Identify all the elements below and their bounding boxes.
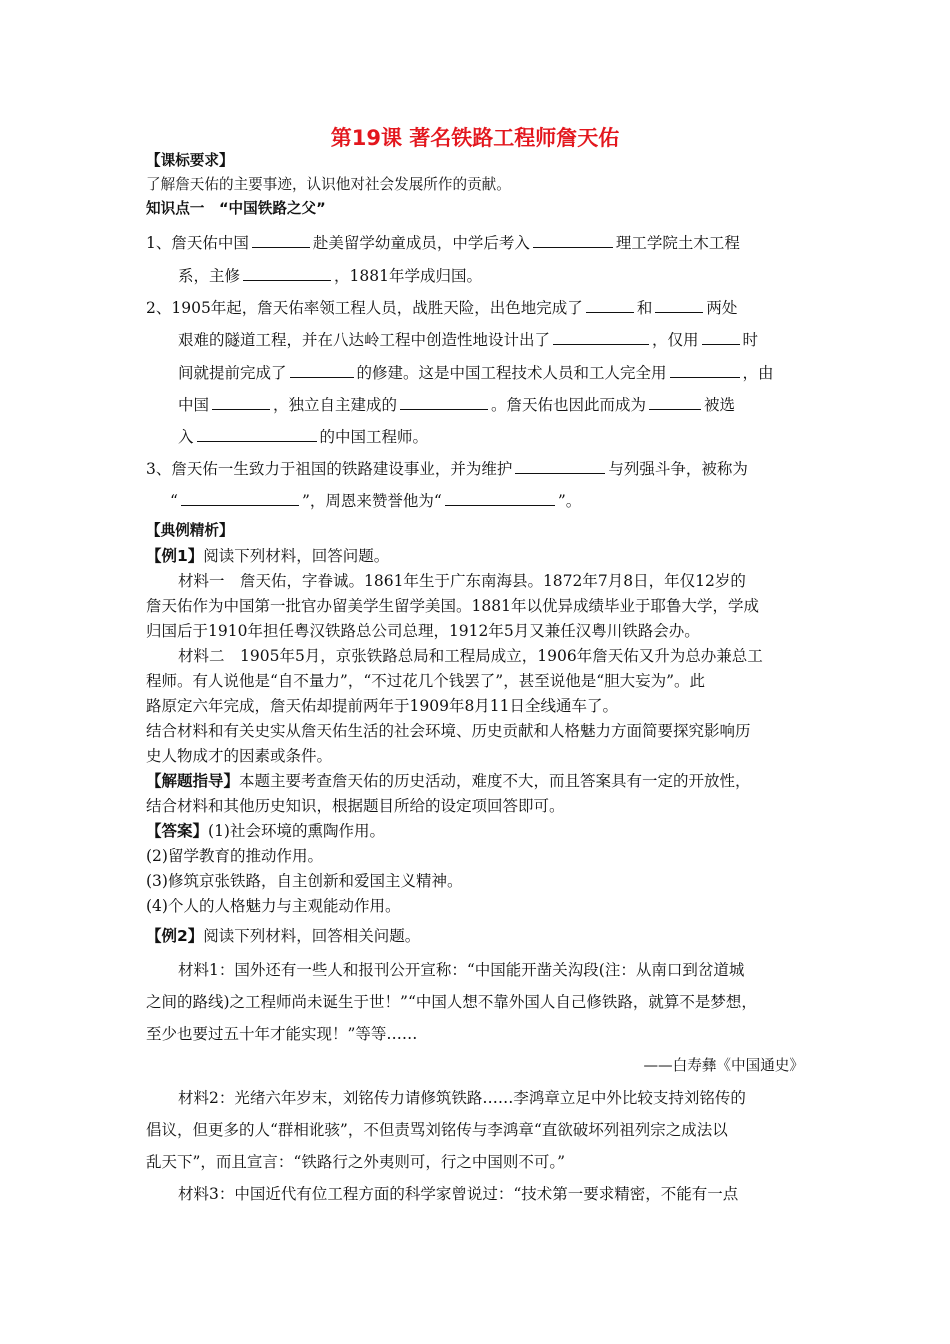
q2-text: 间就提前完成了	[178, 364, 287, 382]
ex1-material-1-line: 归国后于1910年担任粤汉铁路总公司总理，1912年5月又兼任汉粤川铁路会办。	[146, 622, 700, 640]
q3-text: “	[433, 492, 442, 510]
q2-text: ，仅用	[652, 331, 699, 349]
q3-text: 与列强斗争，被称为	[608, 460, 748, 478]
ex2-source-citation: ——白寿彝《中国通史》	[643, 1057, 804, 1074]
fill-blank[interactable]	[181, 490, 299, 506]
ex1-material-2-line: 路原定六年完成，詹天佑却提前两年于1909年8月11日全线通车了。	[146, 697, 619, 715]
ex1-answer-line: (3)修筑京张铁路，自主创新和爱国主义精神。	[146, 872, 463, 890]
fill-blank[interactable]	[197, 426, 317, 442]
fill-blank[interactable]	[445, 490, 555, 506]
q2-text: 时	[742, 331, 759, 349]
requirement-text: 了解詹天佑的主要事迹，认识他对社会发展所作的贡献。	[146, 176, 511, 193]
question-3-line-1	[146, 458, 748, 480]
q3-text: “	[170, 492, 178, 510]
ex2-material-1-line: 之间的路线)之工程师尚未诞生于世！”“中国人想不靠外国人自己修铁路，就算不是梦想，	[146, 993, 757, 1011]
q2-text: 艰难的隧道工程，并在八达岭工程中创造性地设计出了	[178, 331, 551, 349]
q2-text: 两处	[706, 299, 738, 317]
page-title: 第19课 著名铁路工程师詹天佑	[330, 126, 620, 150]
answer-label: 【答案】	[146, 822, 209, 840]
ex2-material-1-line: 至少也要过五十年才能实现！”等等……	[146, 1025, 418, 1043]
ex1-material-1-line: 材料一 詹天佑，字眷诚。1861年生于广东南海县。1872年7月8日，年仅12岁的	[178, 572, 746, 590]
q3-text: 3、詹天佑一生致力于祖国的铁路建设事业，并为维护	[146, 460, 513, 478]
fill-blank[interactable]	[655, 297, 703, 313]
fill-blank[interactable]	[586, 297, 634, 313]
question-2-line-2	[178, 329, 758, 351]
q3-text: ”，周恩来赞誉他为	[301, 492, 434, 510]
ex1-material-2-line: 材料二 1905年5月，京张铁路总局和工程局成立，1906年詹天佑又升为总办兼总工	[178, 647, 763, 665]
q2-text: 。詹天佑也因此而成为	[491, 396, 647, 414]
ex2-material-1-line: 材料1：国外还有一些人和报刊公开宣称：“中国能开凿关沟段(注：从南口到岔道城	[178, 961, 745, 979]
question-2-line-5	[178, 426, 428, 448]
ex1-guide-line: 结合材料和其他历史知识，根据题目所给的设定项回答即可。	[146, 797, 565, 815]
q2-text: 中国	[178, 396, 210, 414]
example-1-heading	[146, 545, 389, 567]
example-label: 【例1】	[146, 547, 204, 565]
q1-text: 理工学院土木工程	[615, 234, 740, 252]
guide-text: 本题主要考查詹天佑的历史活动，难度不大，而且答案具有一定的开放性，	[239, 772, 751, 790]
q2-text: 被选	[704, 396, 736, 414]
example-2-heading	[146, 925, 420, 947]
ex1-material-2-line: 程师。有人说他是“自不量力”，“不过花几个钱罢了”，甚至说他是“胆大妄为”。此	[146, 672, 706, 690]
section-heading-requirements: 【课标要求】	[146, 152, 234, 169]
fill-blank[interactable]	[553, 329, 649, 345]
fill-blank[interactable]	[515, 458, 605, 474]
q2-text: 的中国工程师。	[319, 428, 429, 446]
q1-text: ，1881年学成归国。	[334, 267, 482, 285]
ex1-question-line: 结合材料和有关史实从詹天佑生活的社会环境、历史贡献和人格魅力方面简要探究影响历	[146, 722, 751, 740]
example-label: 【例2】	[146, 927, 204, 945]
ex1-material-1-line: 詹天佑作为中国第一批官办留美学生留学美国。1881年以优异成绩毕业于耶鲁大学，学成	[146, 597, 759, 615]
question-1-line-1	[146, 232, 740, 254]
fill-blank[interactable]	[243, 265, 331, 281]
ex1-guide-line	[146, 770, 751, 792]
q2-text: ，独立自主建成的	[273, 396, 398, 414]
question-2-line-3	[178, 362, 774, 384]
fill-blank[interactable]	[649, 394, 701, 410]
q2-text: ，由	[742, 364, 774, 382]
question-1-line-2	[178, 265, 482, 287]
fill-blank[interactable]	[252, 232, 310, 248]
section-heading-examples: 【典例精析】	[146, 522, 234, 539]
ex2-material-2-line: 乱天下”，而且宣言：“铁路行之外夷则可，行之中国则不可。”	[146, 1153, 566, 1171]
q2-text: 的修建。这是中国工程技术人员和工人完全用	[356, 364, 667, 382]
fill-blank[interactable]	[670, 362, 740, 378]
fill-blank[interactable]	[533, 232, 613, 248]
q1-text: 系，主修	[178, 267, 241, 285]
q2-text: 入	[178, 428, 194, 446]
q2-text: 2、1905年起，詹天佑率领工程人员，战胜天险，出色地完成了	[146, 299, 583, 317]
knowledge-point-heading: 知识点一 “中国铁路之父”	[146, 200, 326, 217]
fill-blank[interactable]	[702, 329, 740, 345]
fill-blank[interactable]	[212, 394, 270, 410]
example-prompt: 阅读下列材料，回答相关问题。	[203, 927, 421, 945]
q1-text: 1、詹天佑中国	[146, 234, 249, 252]
q3-text: ”。	[557, 492, 582, 510]
fill-blank[interactable]	[400, 394, 488, 410]
ex1-answer-line: (2)留学教育的推动作用。	[146, 847, 323, 865]
fill-blank[interactable]	[290, 362, 354, 378]
question-2-line-4	[178, 394, 735, 416]
answer-text: (1)社会环境的熏陶作用。	[208, 822, 385, 840]
ex1-question-line: 史人物成才的因素或条件。	[146, 747, 333, 765]
question-3-line-2	[170, 490, 581, 512]
question-2-line-1	[146, 297, 737, 319]
q2-text: 和	[636, 299, 653, 317]
ex2-material-2-line: 材料2：光绪六年岁末，刘铭传力请修筑铁路……李鸿章立足中外比较支持刘铭传的	[178, 1089, 746, 1107]
q1-text: 赴美留学幼童成员，中学后考入	[312, 234, 530, 252]
example-prompt: 阅读下列材料，回答问题。	[203, 547, 390, 565]
ex2-material-2-line: 倡议，但更多的人“群相讹骇”，不但责骂刘铭传与李鸿章“直欲破坏列祖列宗之成法以	[146, 1121, 728, 1139]
ex1-answer-line: (4)个人的人格魅力与主观能动作用。	[146, 897, 401, 915]
ex1-answer-line	[146, 820, 385, 842]
guide-label: 【解题指导】	[146, 772, 240, 790]
ex2-material-3-line: 材料3：中国近代有位工程方面的科学家曾说过：“技术第一要求精密，不能有一点	[178, 1185, 739, 1203]
